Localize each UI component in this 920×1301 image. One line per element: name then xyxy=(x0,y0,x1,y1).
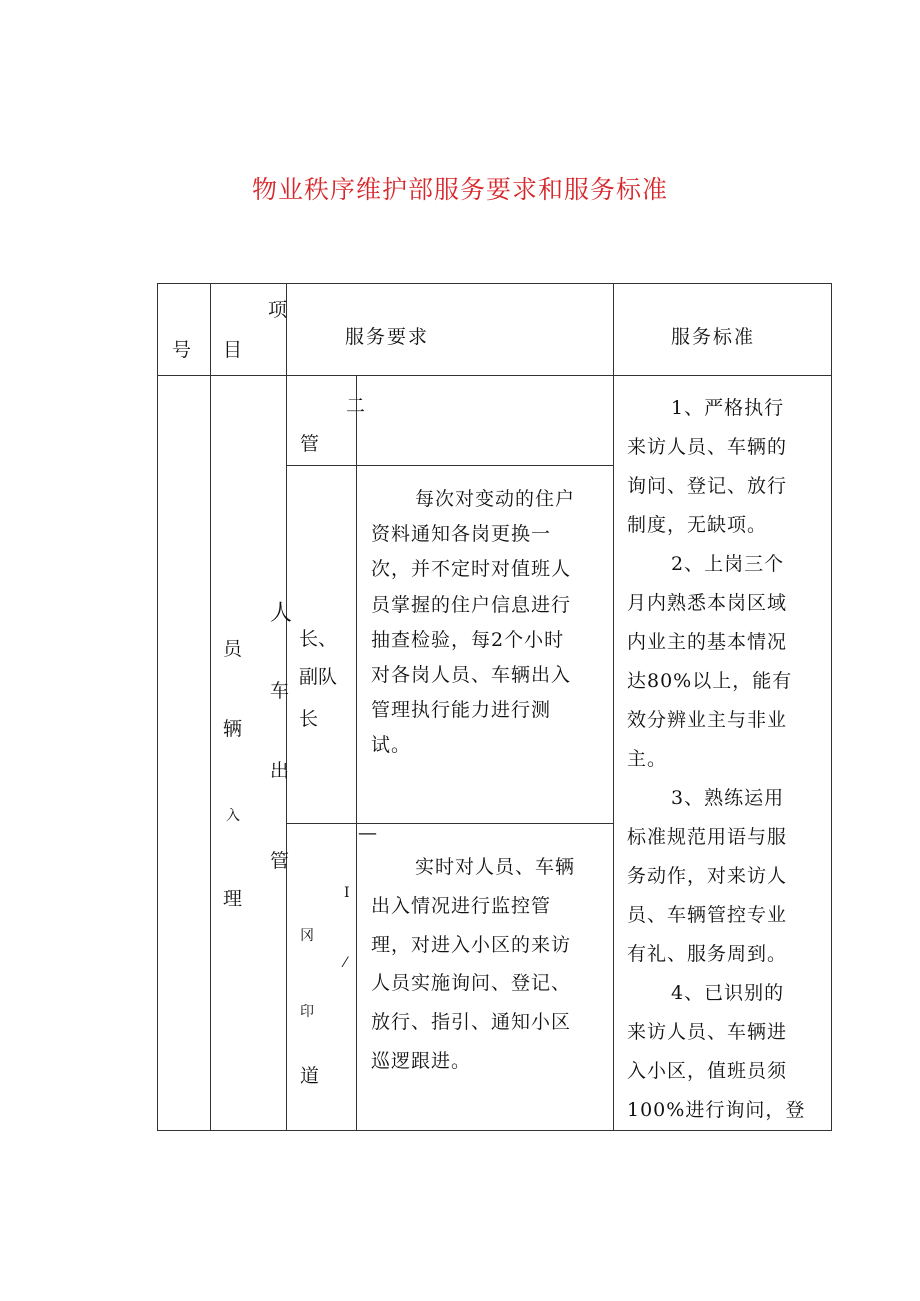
standard-line: 入小区，值班员须 xyxy=(627,1060,788,1082)
requirement-r3-dash: — xyxy=(358,822,377,844)
requirement-r2-line: 对各岗人员、车辆出入 xyxy=(371,664,572,687)
role-3-line-2: 印 xyxy=(300,1004,314,1020)
requirement-r3-line: 出入情况进行监控管 xyxy=(371,894,552,917)
requirement-r2-line: 管理执行能力进行测 xyxy=(371,699,552,722)
requirement-r3 xyxy=(371,848,575,1081)
row-divider-1 xyxy=(286,465,613,466)
standard-line: 月内熟悉本岗区域 xyxy=(627,592,788,614)
category-char-1: 员 xyxy=(223,638,243,660)
column-divider-3 xyxy=(613,283,614,1131)
role-1-label: 管 xyxy=(300,433,320,455)
page-title: 物业秩序维护部服务要求和服务标准 xyxy=(251,175,668,204)
requirement-r2-line: 次，并不定时对值班人 xyxy=(371,558,572,581)
requirement-r3-line: 人员实施询问、登记、 xyxy=(371,972,572,995)
requirement-r2-line: 每次对变动的住户 xyxy=(415,488,576,510)
standard-line: 2、上岗三个 xyxy=(671,553,785,575)
standard-line: 有礼、服务周到。 xyxy=(627,943,788,965)
requirement-r2-line: 员掌握的住户信息进行 xyxy=(371,593,572,616)
role-2-line-1: 长、 xyxy=(299,628,338,650)
role-3-symbol: ⁄ xyxy=(344,955,347,971)
role-1-mark: 二 xyxy=(346,395,366,417)
role-3-line-3: 道 xyxy=(300,1065,320,1087)
column-divider-1 xyxy=(210,283,211,1131)
requirement-r3-line: 实时对人员、车辆 xyxy=(415,856,576,878)
header-item-top: 项 xyxy=(268,299,288,321)
requirement-r3-line: 放行、指引、通知小区 xyxy=(371,1011,572,1034)
standards-text xyxy=(627,389,805,1130)
standard-line: 来访人员、车辆进 xyxy=(627,1021,788,1043)
row-divider-2 xyxy=(286,823,613,824)
standard-line: 效分辨业主与非业 xyxy=(627,709,788,731)
standard-line: 务动作，对来访人 xyxy=(627,865,788,887)
role-2-line-3: 长 xyxy=(299,708,319,730)
standard-line: 主。 xyxy=(627,748,668,770)
category-char-4: 理 xyxy=(223,888,243,910)
standard-line: 4、已识别的 xyxy=(671,982,785,1004)
table-left-border xyxy=(157,283,158,1131)
requirement-r2-line: 抽查检验，每2个小时 xyxy=(371,628,565,651)
table-right-border xyxy=(831,283,832,1131)
column-divider-inner xyxy=(356,375,357,1131)
table-bottom-border xyxy=(157,1130,832,1131)
category-char-2: 辆 xyxy=(223,718,243,740)
subcategory-char-4: 管 xyxy=(270,850,290,872)
header-divider xyxy=(157,375,832,376)
standard-line: 制度，无缺项。 xyxy=(627,514,768,536)
subcategory-char-2: 车 xyxy=(270,680,290,702)
standard-line: 达80%以上，能有 xyxy=(627,670,793,692)
standard-line: 询问、登记、放行 xyxy=(627,475,788,497)
standard-line: 员、车辆管控专业 xyxy=(627,904,788,926)
column-divider-2 xyxy=(286,283,287,1131)
subcategory-char-1: 人 xyxy=(270,601,293,626)
role-3-line-1: 冈 xyxy=(300,928,314,944)
role-2-line-2: 副队 xyxy=(299,666,338,688)
standard-line: 100%进行询问，登 xyxy=(627,1099,806,1121)
requirement-r2-line: 资料通知各岗更换一 xyxy=(371,523,552,546)
standard-line: 标准规范用语与服 xyxy=(627,826,788,848)
requirement-r2 xyxy=(371,482,575,764)
standard-line: 3、熟练运用 xyxy=(671,787,785,809)
standard-line: 1、严格执行 xyxy=(671,397,785,419)
header-requirement: 服务要求 xyxy=(345,326,430,348)
header-item-bottom: 目 xyxy=(223,339,243,361)
header-standard: 服务标准 xyxy=(671,326,756,348)
standard-line: 来访人员、车辆的 xyxy=(627,436,788,458)
role-3-mark: I xyxy=(344,885,350,901)
standard-line: 内业主的基本情况 xyxy=(627,631,788,653)
requirement-r3-line: 理，对进入小区的来访 xyxy=(371,933,572,956)
category-char-3: 入 xyxy=(226,808,240,824)
requirement-r3-line: 巡逻跟进。 xyxy=(371,1049,472,1072)
subcategory-char-3: 出 xyxy=(270,760,290,782)
table-top-border xyxy=(157,283,832,284)
requirement-r2-line: 试。 xyxy=(371,734,412,757)
header-no: 号 xyxy=(172,339,192,361)
